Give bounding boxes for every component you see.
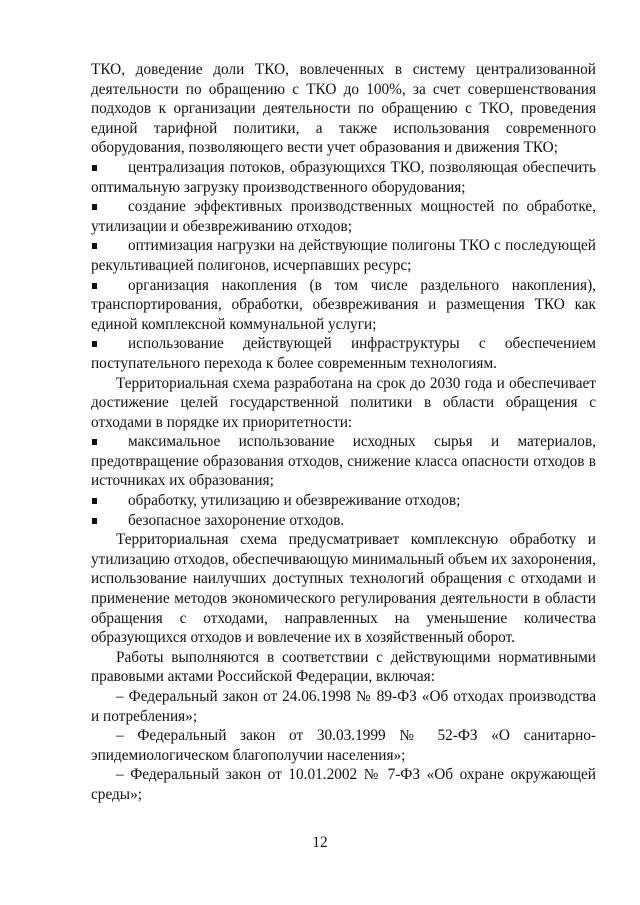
body-paragraph: Территориальная схема предусматривает комплексную обработку и утилизацию отходов, обеспечивающую минимальный объем их захоронения, использование наилучших доступных технологий обращения с отходами и применение методов экономического регулирования деятельности в области обращения с отходами, направленных на уменьшение количества образующихся отходов и вовлечение их в хозяйственный оборот. [91,531,596,647]
bullet-text: организация накопления (в том числе раздельного накопления), транспортирования, обработки, обезвреживания и размещения ТКО как единой комплексной коммунальной услуги; [91,276,596,333]
bullet-text: оптимизация нагрузки на действующие полигоны ТКО с последующей рекультивацией полигонов, исчерпавших ресурс; [91,237,596,274]
bullet-text: использование действующей инфраструктуры с обеспечением поступательного перехода к более современным технологиям. [91,335,596,372]
bullet-square-icon [92,283,97,289]
bullet-item [91,432,596,491]
bullet-item [91,276,596,335]
bullet-square-icon [92,341,97,347]
law-reference-item: – Федеральный закон от 30.03.1999 № 52-ФЗ «О санитарно-эпидемиологическом благополучии населения»; [91,727,596,764]
bullet-text: создание эффективных производственных мощностей по обработке, утилизации и обезвреживанию отходов; [91,198,596,235]
bullet-item [91,236,596,275]
bullet-square-icon [92,439,97,445]
bullet-square-icon [92,498,97,504]
law-reference-item: – Федеральный закон от 24.06.1998 № 89-ФЗ «Об отходах производства и потребления»; [91,688,596,725]
bullet-item [91,511,596,531]
bullet-text: обработку, утилизацию и обезвреживание отходов; [128,492,461,510]
bullet-square-icon [92,518,97,524]
bullet-item [91,158,596,197]
bullet-item [91,197,596,236]
page-number: 12 [312,834,328,851]
bullet-text: централизация потоков, образующихся ТКО, позволяющая обеспечить оптимальную загрузку производственного оборудования; [91,158,596,196]
body-paragraph: ТКО, доведение доли ТКО, вовлеченных в систему централизованной деятельности по обращению с ТКО до 100%, за счет совершенствования подходов к организации деятельности по обращению с ТКО, проведения единой тарифной политики, а также использования современного оборудования, позволяющего вести учет образования и движения ТКО; [91,61,596,157]
body-paragraph: Территориальная схема разработана на срок до 2030 года и обеспечивает достижение целей государственной политики в области обращения с отходами в порядке их приоритетности: [91,374,596,431]
bullet-text: безопасное захоронение отходов. [128,511,345,529]
bullet-item [91,491,596,511]
document-body [91,60,596,805]
bullet-item [91,334,596,373]
bullet-square-icon [92,165,97,171]
body-paragraph: Работы выполняются в соответствии с действующими нормативными правовыми актами Российской Федерации, включая: [91,648,596,686]
bullet-square-icon [92,204,97,210]
bullet-text: максимальное использование исходных сырья и материалов, предотвращение образования отходов, снижение класса опасности отходов в источниках их образования; [91,433,596,490]
law-reference-item: – Федеральный закон от 10.01.2002 № 7-ФЗ «Об охране окружающей среды»; [91,766,596,803]
bullet-square-icon [92,243,97,249]
